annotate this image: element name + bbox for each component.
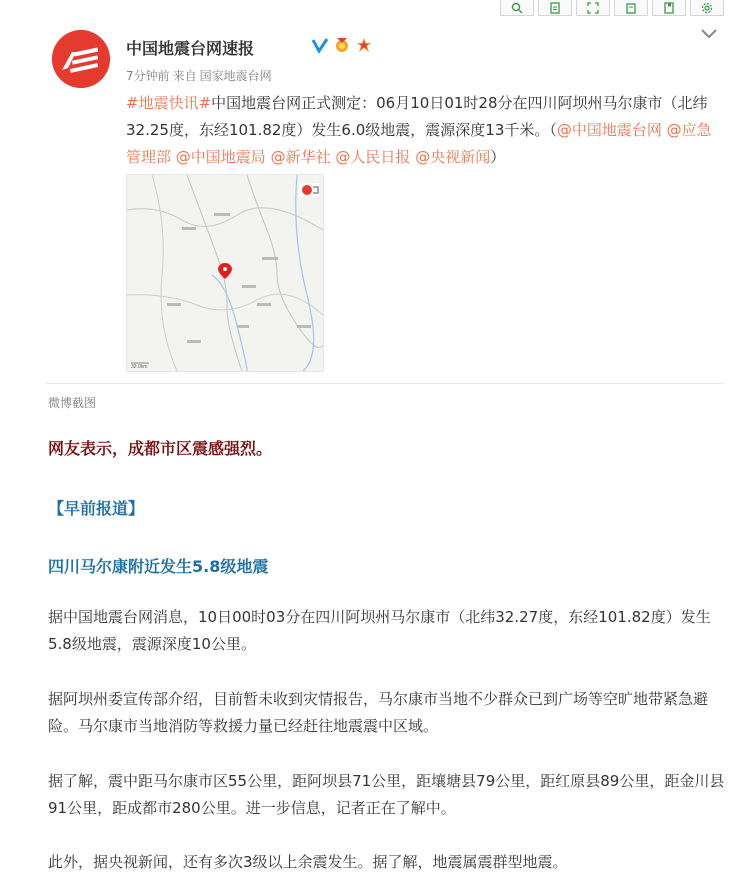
section-label: 【早前报道】 xyxy=(48,499,145,518)
post-body-end: ） xyxy=(490,148,506,166)
map-scale-label: 32.0km xyxy=(131,364,148,370)
chevron-down-icon[interactable] xyxy=(700,28,718,40)
mention-link[interactable]: @新华社 xyxy=(270,148,331,166)
post-time[interactable]: 7分钟前 xyxy=(126,69,170,83)
medal-icon xyxy=(333,36,351,54)
highlight-line: 网友表示，成都市区震感强烈。 xyxy=(48,439,273,458)
settings-icon[interactable] xyxy=(690,0,724,16)
author-name[interactable]: 中国地震台网速报 xyxy=(126,39,255,58)
mention-link[interactable]: @中国地震台网 xyxy=(556,121,662,139)
post-text xyxy=(126,90,726,171)
mention-link[interactable]: @中国地震局 xyxy=(175,148,266,166)
avatar[interactable] xyxy=(52,30,110,88)
toolbar xyxy=(496,0,724,16)
search-icon[interactable] xyxy=(500,0,534,16)
paragraph: 据中国地震台网消息，10日00时03分在四川阿坝州马尔康市（北纬32.27度，东经101.82度）发生5.8级地震，震源深度10公里。 xyxy=(48,608,711,653)
divider xyxy=(46,383,724,384)
image-caption: 微博截图 xyxy=(48,396,97,410)
mention-link[interactable]: @人民日报 xyxy=(335,148,411,166)
bookmark-icon[interactable] xyxy=(652,0,686,16)
article-heading: 四川马尔康附近发生5.8级地震 xyxy=(48,557,269,576)
badges xyxy=(311,36,373,54)
mention-link[interactable]: @应急管理部 xyxy=(126,121,712,166)
paragraph: 据了解，震中距马尔康市区55公里，距阿坝县71公里，距壤塘县79公里，距红原县89公里，距金川县91公里，距成都市280公里。进一步信息，记者正在了解中。 xyxy=(48,772,725,817)
post-meta xyxy=(126,67,275,84)
source-prefix: 来自 xyxy=(172,69,197,83)
copy-icon[interactable] xyxy=(538,0,572,16)
fan-badge-icon xyxy=(355,36,373,54)
map-image[interactable] xyxy=(126,174,324,372)
verified-icon xyxy=(311,36,329,54)
mention-link[interactable]: @央视新闻 xyxy=(415,148,491,166)
post-body: 中国地震台网正式测定：06月10日01时28分在四川阿坝州马尔康市（北纬32.25度，东经101.82度）发生6.0级地震，震源深度13千米。（ xyxy=(126,94,708,139)
paragraph: 此外，据央视新闻，还有多次3级以上余震发生。据了解，地震属震群型地震。 xyxy=(48,853,568,871)
expand-icon[interactable] xyxy=(576,0,610,16)
map-logo-icon xyxy=(299,183,319,197)
post-source[interactable]: 国家地震台网 xyxy=(199,69,272,83)
share-icon[interactable] xyxy=(614,0,648,16)
paragraph: 据阿坝州委宣传部介绍，目前暂未收到灾情报告，马尔康市当地不少群众已到广场等空旷地带紧急避险。马尔康市当地消防等救援力量已经赶往地震震中区域。 xyxy=(48,690,709,735)
hashtag-link[interactable]: #地震快讯# xyxy=(126,94,212,112)
